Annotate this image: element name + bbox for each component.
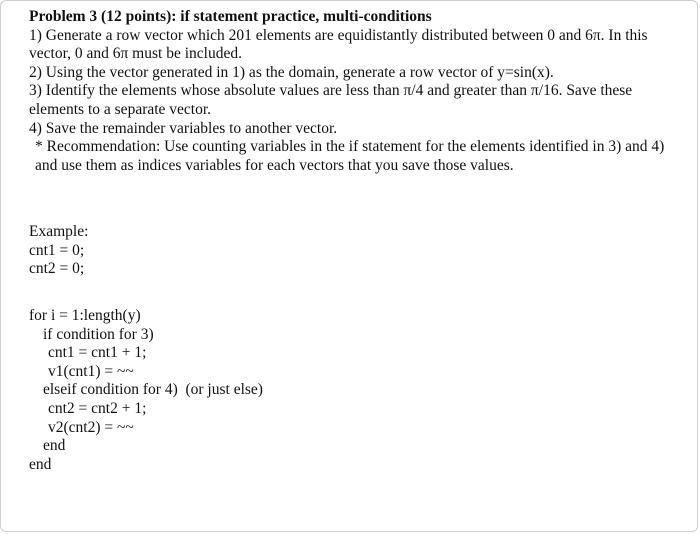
code-elseif-body-1: cnt2 = cnt2 + 1; — [48, 399, 147, 417]
example-line-cnt2: cnt2 = 0; — [29, 260, 85, 278]
code-if-body-2: v1(cnt1) = ~~ — [48, 362, 134, 380]
problem-item-4: 4) Save the remainder variables to another vector. — [29, 119, 338, 137]
problem-title: Problem 3 (12 points): if statement practice, multi-conditions — [29, 8, 432, 25]
code-if-line: if condition for 3) — [43, 325, 154, 343]
example-line-cnt1: cnt1 = 0; — [29, 241, 85, 259]
code-elseif-body-2: v2(cnt2) = ~~ — [48, 418, 134, 436]
problem-item-1: 1) Generate a row vector which 201 elements are equidistantly distributed between 0 and 6π. In this vector, 0 and 6π must be included. — [29, 26, 648, 63]
example-heading: Example: — [29, 223, 89, 240]
code-block — [29, 307, 263, 474]
code-if-body-1: cnt1 = cnt1 + 1; — [48, 344, 147, 362]
code-elseif-line: elseif condition for 4) (or just else) — [43, 381, 263, 399]
problem-statement — [29, 8, 669, 175]
code-for-line: for i = 1:length(y) — [29, 307, 141, 324]
code-outer-end: end — [29, 455, 52, 473]
example-block — [29, 223, 88, 279]
problem-item-2: 2) Using the vector generated in 1) as the domain, generate a row vector of y=sin(x). — [29, 63, 554, 81]
recommendation-note: * Recommendation: Use counting variables in the if statement for the elements identified in 3) and 4) and use them as indices variables for each vectors that you save those values. — [35, 138, 665, 174]
code-inner-end: end — [43, 437, 66, 455]
problem-item-3: 3) Identify the elements whose absolute values are less than π/4 and greater than π/16. Save these elements to a separate vector. — [29, 82, 633, 118]
